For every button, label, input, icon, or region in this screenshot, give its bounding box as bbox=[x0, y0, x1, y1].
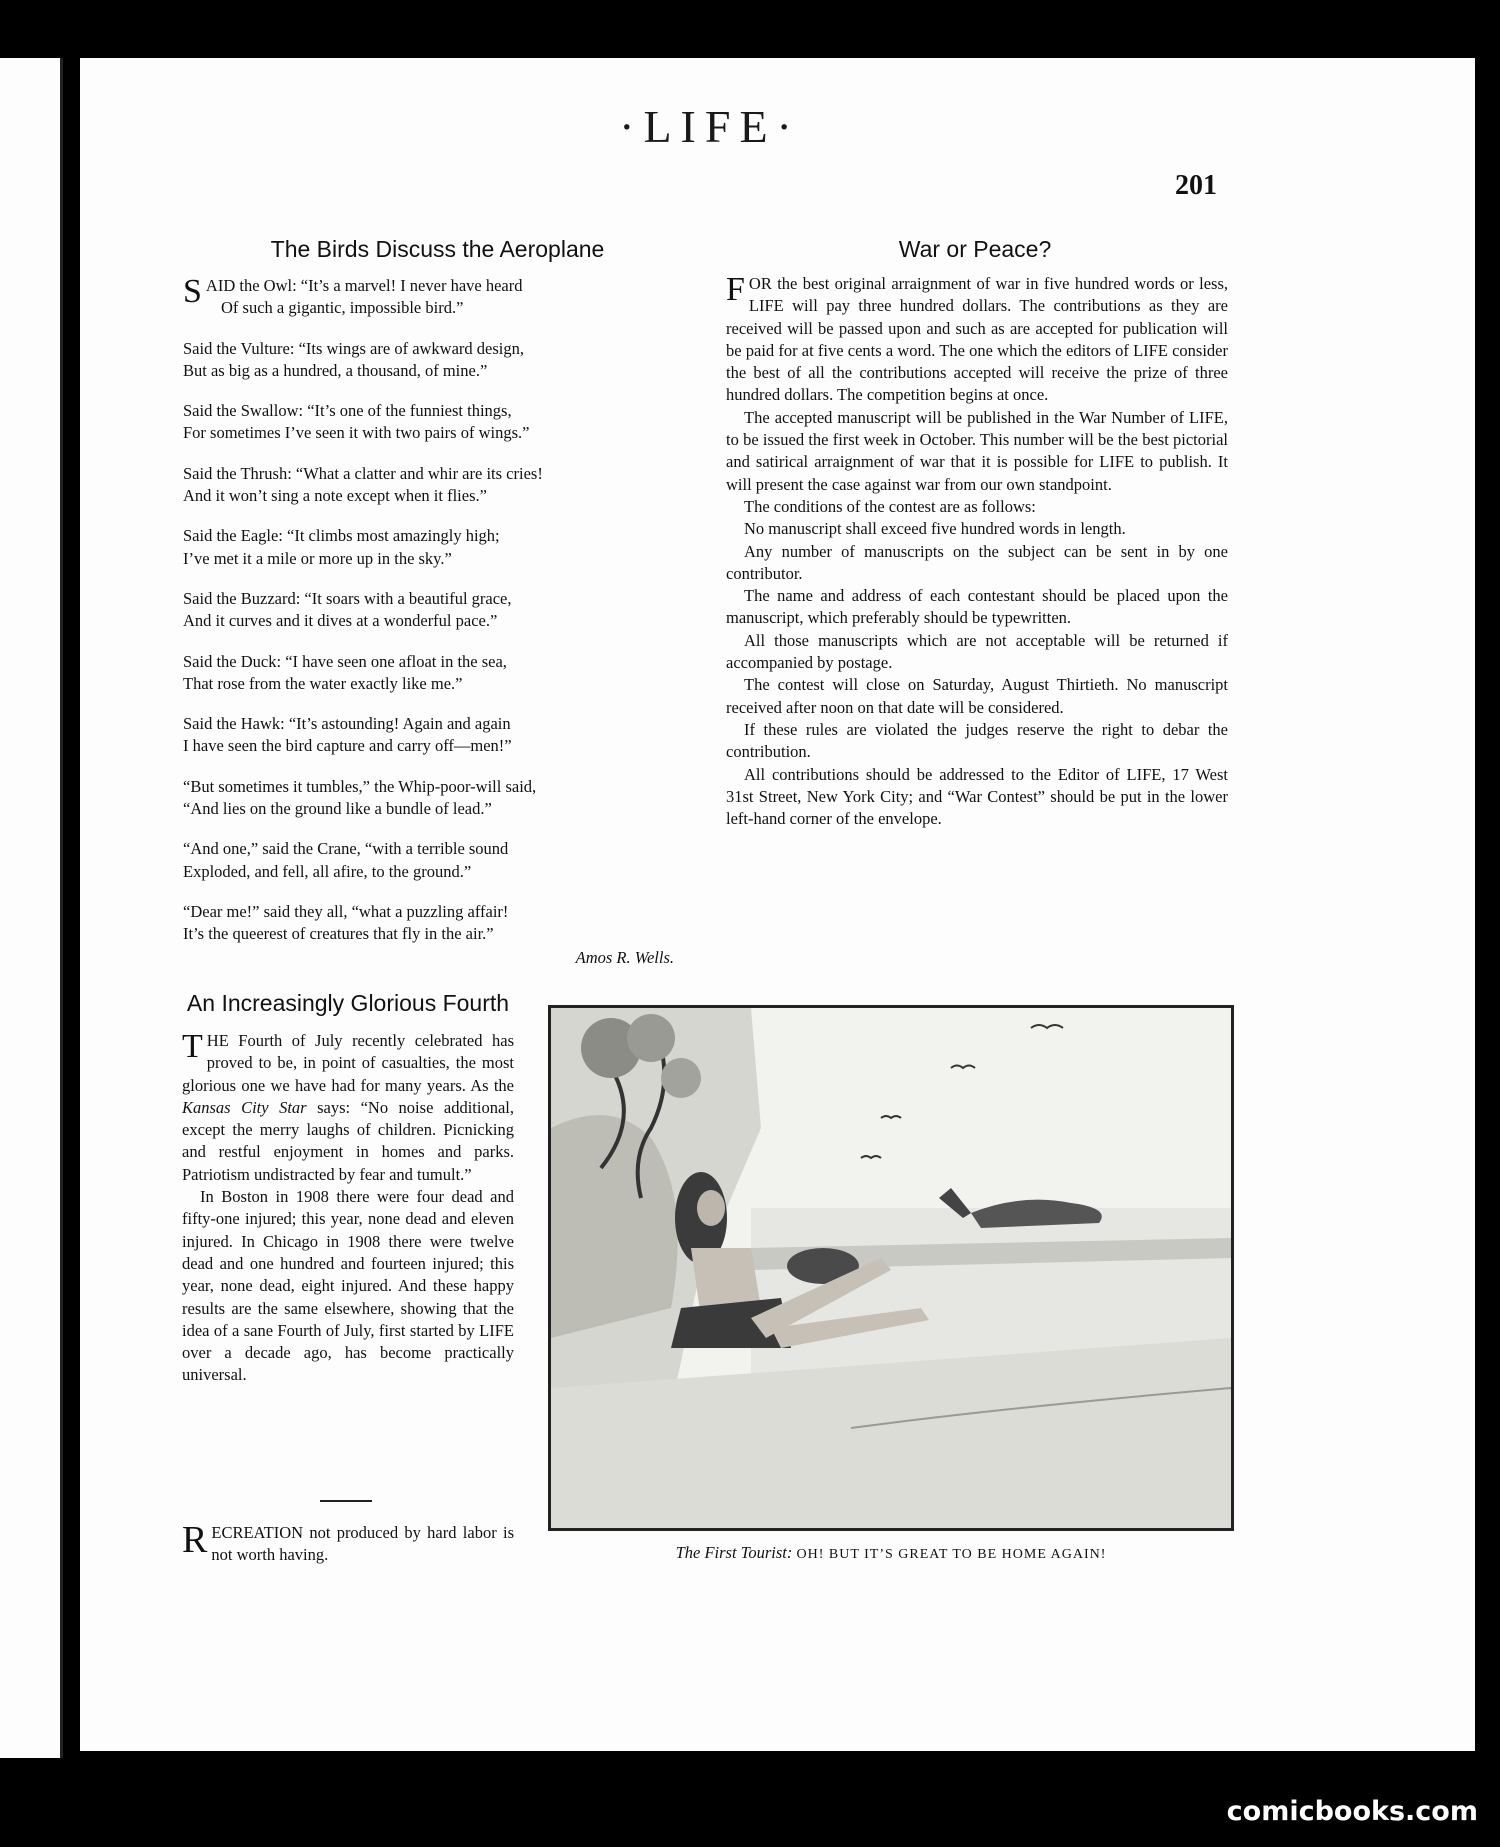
war-article bbox=[726, 273, 1228, 830]
poem-line: “And lies on the ground like a bundle of lead.” bbox=[183, 799, 492, 819]
poem-line: Exploded, and fell, all afire, to the ground.” bbox=[183, 861, 472, 881]
poem-stanza bbox=[183, 838, 688, 883]
war-paragraph: The accepted manuscript will be published in the War Number of LIFE, to be issued the first week in October. This number will be the best pictorial and satirical arraignment of war that it is possible for LIFE to publish. It will present the case against war from our own standpoint. bbox=[726, 407, 1228, 494]
poem-line: And it won’t sing a note except when it flies.” bbox=[183, 486, 487, 506]
poem-stanza bbox=[183, 525, 688, 570]
war-dropcap: F bbox=[726, 271, 745, 308]
poem-author: Amos R. Wells. bbox=[575, 947, 674, 967]
poem-line: AID the Owl: “It’s a marvel! I never have heard bbox=[205, 276, 523, 295]
poem-line: I have seen the bird capture and carry off—men!” bbox=[183, 736, 512, 756]
fourth-paragraph: In Boston in 1908 there were four dead and fifty-one injured; this year, none dead and eleven injured. In Chicago in 1908 there were twelve dead and one hundred and fourteen injured; this year, none dead, eight injured. And these happy results are the same elsewhere, showing that the idea of a sane Fourth of July, first started by LIFE over a decade ago, has become practically universal. bbox=[182, 1187, 514, 1385]
page-number: 201 bbox=[1175, 170, 1217, 201]
war-paragraph: The contest will close on Saturday, August Thirtieth. No manuscript received after noon on that date will be considered. bbox=[726, 675, 1228, 717]
poem-line: But as big as a hundred, a thousand, of mine.” bbox=[183, 360, 488, 380]
poem-stanza bbox=[183, 338, 688, 383]
war-paragraph: If these rules are violated the judges reserve the right to debar the contribution. bbox=[726, 719, 1228, 762]
war-text: OR the best original arraignment of war in five hundred words or less, LIFE will pay three hundred dollars. The contributions as they are received will be passed upon and such as are accepted for publication will be paid for at five cents a word. The one which the editors of LIFE consider the best of all the contributions accepted will receive the prize of three hundred dollars. The competition begins at once. bbox=[726, 274, 1228, 405]
poem-stanza bbox=[183, 713, 688, 758]
poem-line: I’ve met it a mile or more up in the sky.” bbox=[183, 548, 452, 568]
poem-stanza bbox=[183, 463, 688, 508]
poem-line: “Dear me!” said they all, “what a puzzling affair! bbox=[183, 901, 509, 921]
poem-line: For sometimes I’ve seen it with two pairs of wings.” bbox=[183, 423, 530, 443]
recreation-paragraph bbox=[182, 1519, 514, 1567]
poem-stanza bbox=[183, 588, 688, 633]
recreation-text: ECREATION not produced by hard labor is not worth having. bbox=[211, 1523, 514, 1565]
poem-stanza bbox=[183, 651, 688, 696]
recreation-note bbox=[182, 1519, 514, 1567]
poem-line: Of such a gigantic, impossible bird.” bbox=[221, 298, 464, 318]
war-paragraph: Any number of manuscripts on the subject can be sent in by one contributor. bbox=[726, 541, 1228, 583]
fourth-paragraph bbox=[182, 1030, 514, 1186]
recreation-dropcap: R bbox=[182, 1519, 208, 1561]
fourth-dropcap: T bbox=[182, 1028, 203, 1065]
poem-stanza bbox=[183, 776, 688, 821]
illustration-caption bbox=[548, 1543, 1234, 1563]
poem-line: “But sometimes it tumbles,” the Whip-poor-will said, bbox=[183, 776, 537, 796]
war-title: War or Peace? bbox=[898, 236, 1052, 262]
poem-line: Said the Vulture: “Its wings are of awkward design, bbox=[183, 338, 524, 358]
watermark: comicbooks.com bbox=[1226, 1796, 1478, 1827]
poem-line: Said the Hawk: “It’s astounding! Again and again bbox=[183, 714, 511, 734]
poem-line: Said the Buzzard: “It soars with a beautiful grace, bbox=[183, 588, 512, 608]
section-rule bbox=[320, 1500, 372, 1502]
poem-line: Said the Thrush: “What a clatter and whir are its cries! bbox=[183, 463, 543, 483]
fourth-text: HE Fourth of July recently celebrated has proved to be, in point of casualties, the most glorious one we have had for many years. As the bbox=[182, 1031, 514, 1095]
fourth-title: An Increasingly Glorious Fourth bbox=[186, 990, 510, 1016]
fourth-text: says: “No noise additional, except the merry laughs of children. Picnicking and restful enjoyment in homes and parks. Patriotism undistracted by fear and tumult.” bbox=[182, 1097, 514, 1184]
war-paragraph: All contributions should be addressed to the Editor of LIFE, 17 West 31st Street, New York City; and “War Contest” should be put in the lower left-hand corner of the envelope. bbox=[726, 764, 1228, 829]
masthead: ·LIFE· bbox=[619, 101, 801, 152]
poem-line: Said the Swallow: “It’s one of the funniest things, bbox=[183, 401, 512, 421]
poem-line: “And one,” said the Crane, “with a terrible sound bbox=[183, 839, 509, 859]
poem-line: It’s the queerest of creatures that fly in the air.” bbox=[183, 924, 494, 944]
war-paragraph bbox=[726, 273, 1228, 407]
poem-dropcap: S bbox=[183, 273, 202, 310]
poem-line: And it curves and it dives at a wonderful pace.” bbox=[183, 611, 498, 631]
fourth-article bbox=[182, 1030, 514, 1387]
poem-title: The Birds Discuss the Aeroplane bbox=[270, 236, 605, 262]
poem-line: That rose from the water exactly like me.” bbox=[183, 673, 463, 693]
fourth-source: Kansas City Star bbox=[182, 1097, 307, 1117]
beach-illustration bbox=[548, 1005, 1234, 1531]
war-paragraph: The name and address of each contestant should be placed upon the manuscript, which preferably should be typewritten. bbox=[726, 586, 1228, 628]
war-paragraph: The conditions of the contest are as follows: bbox=[744, 496, 1036, 516]
poem-stanza bbox=[183, 901, 688, 946]
adjacent-page-edge bbox=[0, 58, 63, 1758]
caption-lead: The First Tourist: bbox=[675, 1543, 793, 1562]
poem-stanza bbox=[183, 400, 688, 445]
poem bbox=[183, 275, 688, 968]
caption-text: OH! BUT IT’S GREAT TO BE HOME AGAIN! bbox=[796, 1547, 1107, 1562]
poem-line: Said the Duck: “I have seen one afloat in the sea, bbox=[183, 651, 507, 671]
war-paragraph: All those manuscripts which are not acceptable will be returned if accompanied by postage. bbox=[726, 630, 1228, 673]
poem-line: Said the Eagle: “It climbs most amazingly high; bbox=[183, 526, 500, 546]
poem-stanza bbox=[183, 275, 688, 320]
war-paragraph: No manuscript shall exceed five hundred words in length. bbox=[744, 519, 1126, 539]
